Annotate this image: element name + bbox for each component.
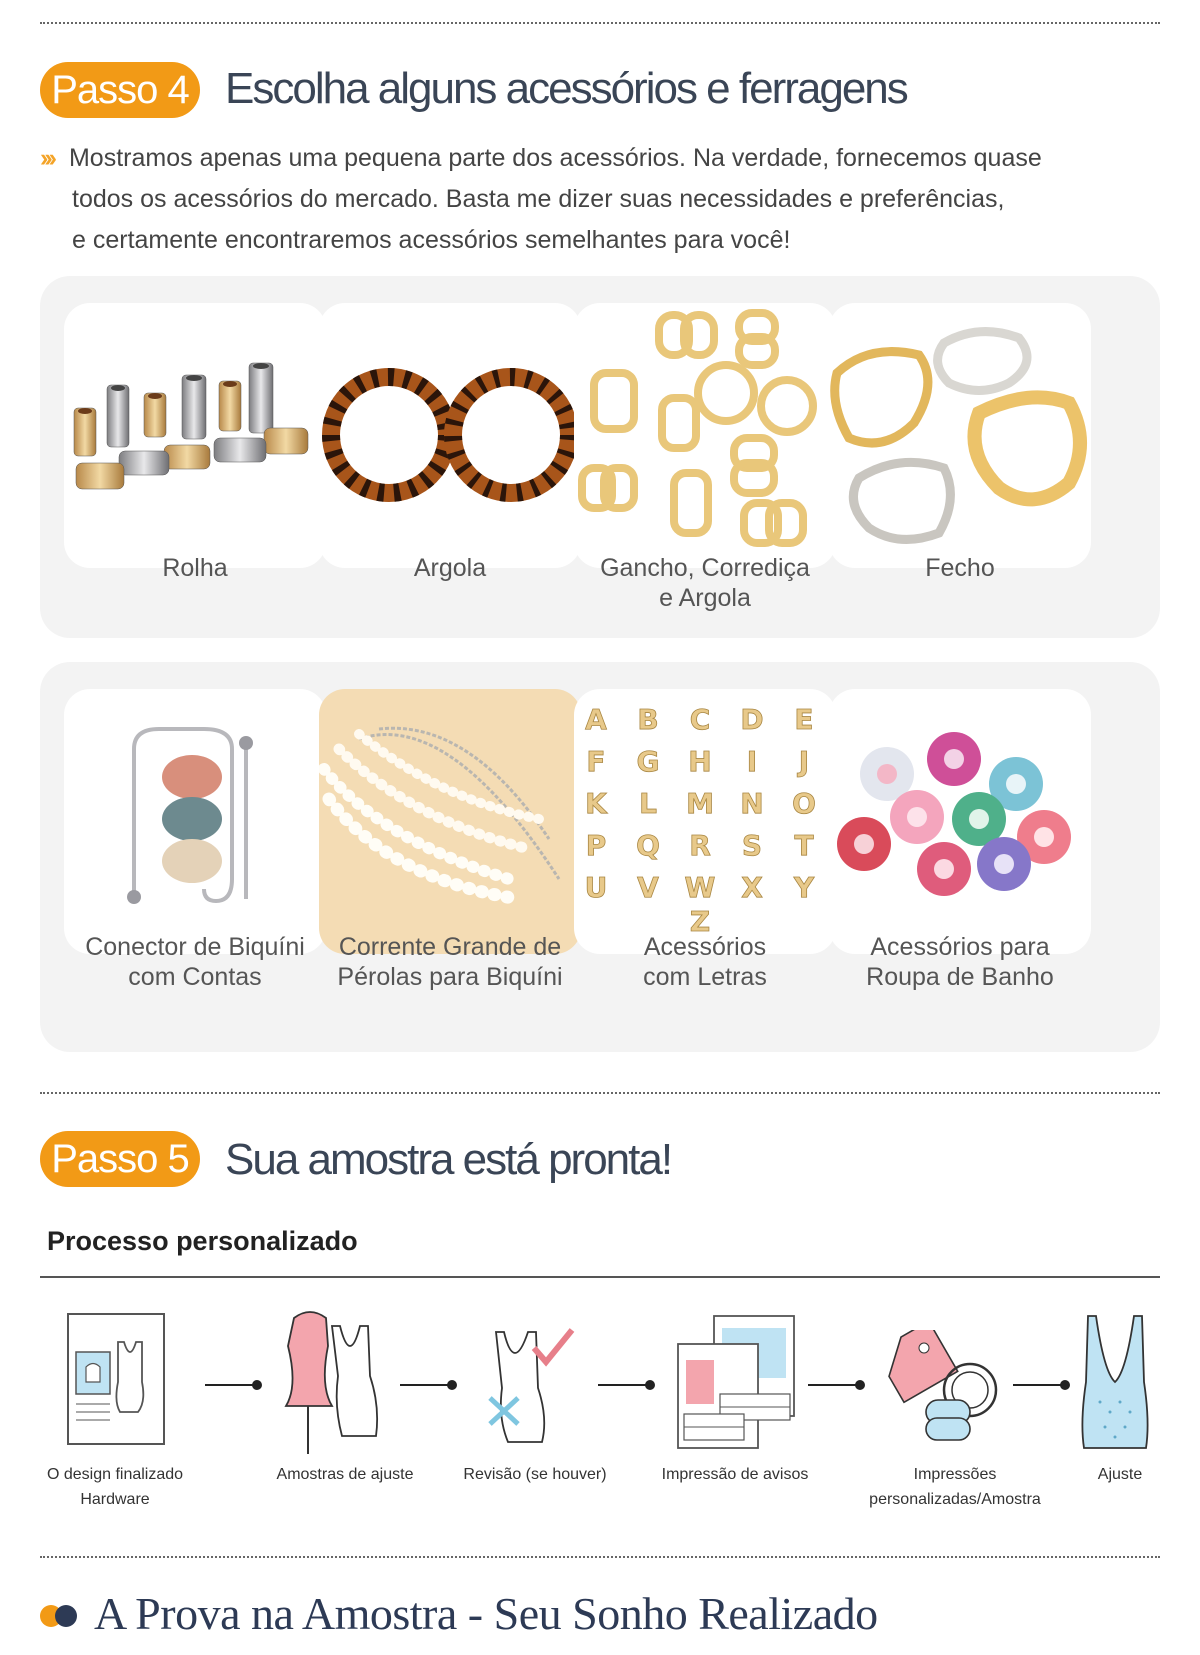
section-divider	[40, 1092, 1160, 1094]
letter-charm: O	[792, 787, 816, 820]
process-title: Processo personalizado	[47, 1226, 358, 1256]
letter-charm: U	[584, 871, 608, 904]
step4-intro	[40, 138, 1160, 261]
arrows-icon: ›››	[40, 144, 53, 172]
letter-charm: M	[686, 787, 714, 820]
letter-charm: S	[741, 829, 763, 862]
step5-badge: Passo 5	[40, 1131, 200, 1187]
design-sheet-icon	[66, 1312, 166, 1446]
beaded-connector-image	[64, 689, 326, 954]
letter-charm: K	[585, 787, 607, 820]
cord-stopper-image	[64, 303, 326, 568]
letter-charm: P	[585, 829, 607, 862]
process-label-revision: Revisão (se houver)	[463, 1466, 607, 1483]
letter-charm: C	[689, 703, 711, 736]
process-label-fit: Ajuste	[1097, 1466, 1143, 1483]
letter-charm: Q	[636, 829, 660, 862]
process-label-custom-prints: Impressões personalizadas/Amostra	[869, 1466, 1041, 1508]
card-beaded-connector[interactable]	[64, 689, 326, 954]
intro-line-1: Mostramos apenas uma pequena parte dos acessórios. Na verdade, fornecemos quase	[68, 144, 1042, 172]
footer-divider	[40, 1556, 1160, 1558]
hangtag-icon	[880, 1330, 1000, 1442]
letter-charm: T	[794, 829, 814, 862]
caption-hook-slider: Gancho, Corrediça e Argola	[600, 554, 810, 612]
letter-charm: Z	[689, 905, 711, 938]
process-connector	[205, 1384, 257, 1386]
tortoise-ring-image	[319, 303, 581, 568]
caption-beaded-connector: Conector de Biquíni com Contas	[85, 933, 305, 991]
letter-charm: V	[637, 871, 659, 904]
footer-dots-icon	[40, 1600, 84, 1626]
caption-letters: Acessórios com Letras	[643, 933, 767, 991]
dress-form-icon	[280, 1306, 392, 1456]
letter-charm: D	[740, 703, 764, 736]
process-rule	[40, 1276, 1160, 1278]
wavy-clasp-image	[829, 303, 1091, 568]
letter-charm: H	[688, 745, 712, 778]
process-label-design: O design finalizado Hardware	[46, 1466, 184, 1508]
step4-title: Escolha alguns acessórios e ferragens	[225, 64, 907, 113]
card-clasp[interactable]	[829, 303, 1091, 568]
process-label-print-notice: Impressão de avisos	[661, 1466, 809, 1483]
step5-title: Sua amostra está pronta!	[225, 1135, 672, 1184]
card-cord-stopper[interactable]	[64, 303, 326, 568]
gold-slider-hook-image	[574, 303, 836, 568]
caption-resin-beads: Acessórios para Roupa de Banho	[866, 933, 1054, 991]
card-ring[interactable]	[319, 303, 581, 568]
intro-line-2: todos os acessórios do mercado. Basta me dizer suas necessidades e preferências,	[72, 185, 1005, 213]
top-divider	[40, 22, 1160, 24]
letter-charms-image	[574, 689, 836, 954]
caption-ring: Argola	[413, 554, 487, 582]
print-notice-icon	[676, 1314, 796, 1450]
footer	[40, 1578, 878, 1648]
intro-line-3: e certamente encontraremos acessórios semelhantes para você!	[72, 226, 791, 254]
process-label-fit-samples: Amostras de ajuste	[276, 1466, 414, 1483]
accessories-panel-2	[40, 662, 1160, 1052]
revision-icon	[488, 1318, 588, 1448]
letter-charm: G	[636, 745, 660, 778]
process-connector	[400, 1384, 452, 1386]
card-resin-beads[interactable]	[829, 689, 1091, 954]
card-pearl-chain[interactable]	[319, 689, 581, 954]
letter-charm: W	[684, 871, 716, 904]
footer-slogan: A Prova na Amostra - Seu Sonho Realizado	[94, 1587, 878, 1639]
letter-charm: L	[639, 787, 657, 820]
caption-clasp: Fecho	[925, 554, 995, 582]
letter-charm: X	[741, 871, 763, 904]
letter-charm: N	[740, 787, 764, 820]
step4-badge: Passo 4	[40, 62, 200, 118]
pearl-chain-image	[319, 689, 581, 954]
letter-charm: E	[794, 703, 814, 736]
letter-charm: J	[798, 745, 810, 778]
letter-charm: F	[586, 745, 606, 778]
resin-beads-image	[829, 689, 1091, 954]
caption-pearl-chain: Corrente Grande de Pérolas para Biquíni	[337, 933, 563, 991]
letter-charm: R	[689, 829, 711, 862]
process-connector	[598, 1384, 650, 1386]
letter-charm: Y	[793, 871, 815, 904]
process-connector	[1013, 1384, 1065, 1386]
accessories-panel-1	[40, 276, 1160, 638]
letter-charm: B	[637, 703, 659, 736]
swimsuit-icon	[1080, 1312, 1150, 1452]
process-connector	[808, 1384, 860, 1386]
caption-cord-stopper: Rolha	[162, 554, 228, 582]
card-hook-slider[interactable]	[574, 303, 836, 568]
card-letters[interactable]	[574, 689, 836, 954]
letter-charm: A	[585, 703, 607, 736]
letter-charm: I	[746, 745, 758, 778]
